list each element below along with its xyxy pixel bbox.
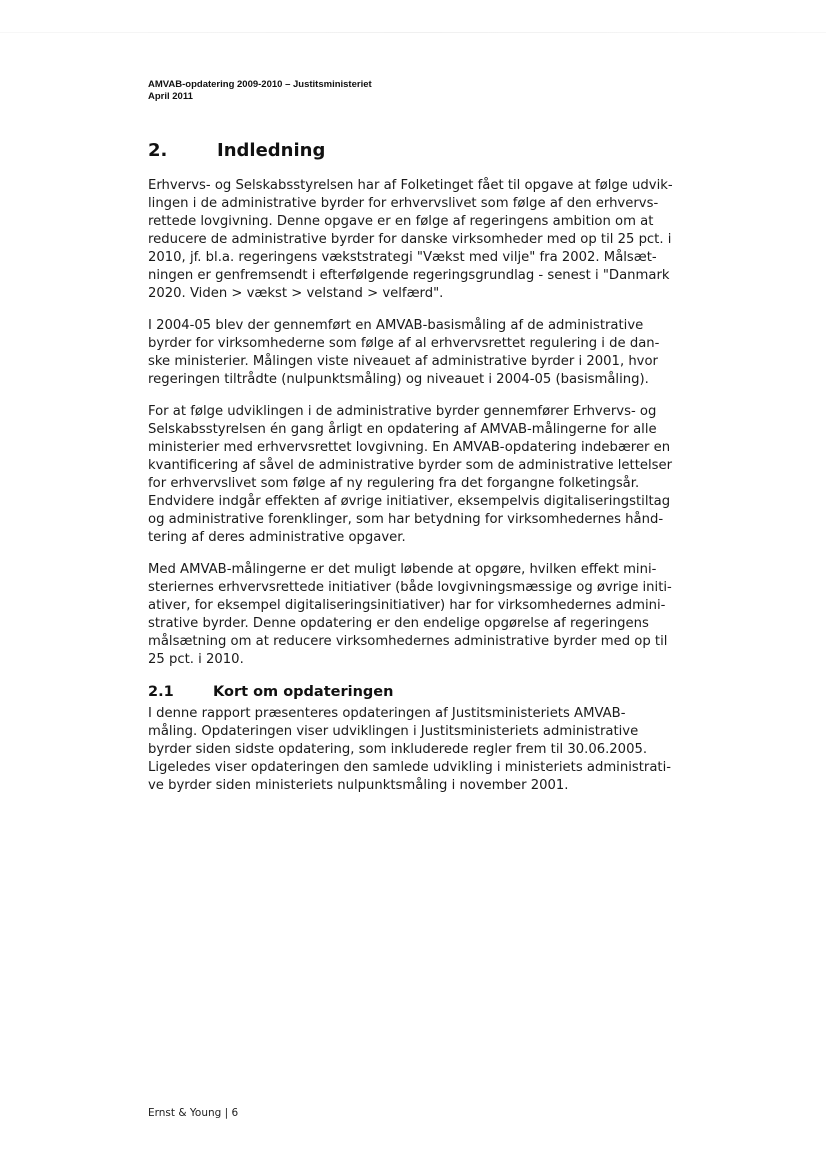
paragraph-line: steriernes erhvervsrettede initiativer (både lovgivningsmæssige og øvrige initi-: [148, 580, 672, 595]
paragraph-line: 2010, jf. bl.a. regeringens vækststrategi "Vækst med vilje" fra 2002. Målsæt-: [148, 250, 657, 265]
paragraph-line: målsætning om at reducere virksomhedernes administrative byrder med op til: [148, 634, 668, 649]
paragraph-line: Ligeledes viser opdateringen den samlede udvikling i ministeriets administrati-: [148, 760, 672, 775]
section-heading: [148, 139, 325, 163]
paragraph-5: [148, 705, 688, 795]
page-footer: Ernst & Young | 6: [148, 1107, 239, 1119]
paragraph-line: for erhvervslivet som følge af ny regulering fra det forgangne folketingsår.: [148, 476, 640, 491]
paragraph-line: 2020. Viden > vækst > velstand > velfærd".: [148, 286, 444, 301]
paragraph-line: ske ministerier. Målingen viste niveauet af administrative byrder i 2001, hvor: [148, 354, 658, 369]
paragraph-line: Selskabsstyrelsen én gang årligt en opdatering af AMVAB-målingerne for alle: [148, 422, 657, 437]
paragraph-line: For at følge udviklingen i de administrative byrder gennemfører Erhvervs- og: [148, 404, 657, 419]
paragraph-line: Endvidere indgår effekten af øvrige initiativer, eksempelvis digitaliseringstiltag: [148, 494, 671, 509]
paragraph-line: Erhvervs- og Selskabsstyrelsen har af Folketinget fået til opgave at følge udvik-: [148, 178, 673, 193]
paragraph-line: regeringen tiltrådte (nulpunktsmåling) og niveauet i 2004-05 (basismåling).: [148, 372, 649, 387]
paragraph-line: ministerier med erhvervsrettet lovgivning. En AMVAB-opdatering indebærer en: [148, 440, 671, 455]
paragraph-4: [148, 561, 688, 669]
paragraph-line: måling. Opdateringen viser udviklingen i Justitsministeriets administrative: [148, 724, 639, 739]
paragraph-line: kvantificering af såvel de administrative byrder som de administrative lettelser: [148, 458, 673, 473]
paragraph-3: [148, 403, 688, 547]
running-header: [148, 79, 372, 103]
section-title: Indledning: [217, 140, 326, 161]
paragraph-line: strative byrder. Denne opdatering er den endelige opgørelse af regeringens: [148, 616, 649, 631]
paragraph-line: tering af deres administrative opgaver.: [148, 530, 406, 545]
paragraph-line: reducere de administrative byrder for danske virksomheder med op til 25 pct. i: [148, 232, 672, 247]
paragraph-line: og administrative forenklinger, som har betydning for virksomhedernes hånd-: [148, 512, 664, 527]
paragraph-line: 25 pct. i 2010.: [148, 652, 244, 667]
subsection-title: Kort om opdateringen: [213, 684, 394, 700]
paragraph-line: ativer, for eksempel digitaliseringsinitiativer) har for virksomhedernes admini-: [148, 598, 666, 613]
paragraph-1: [148, 177, 688, 303]
subsection-number: 2.1: [148, 684, 174, 700]
paragraph-line: ningen er genfremsendt i efterfølgende regeringsgrundlag - senest i "Danmark: [148, 268, 670, 283]
section-number: 2.: [148, 140, 168, 161]
paragraph-line: ve byrder siden ministeriets nulpunktsmåling i november 2001.: [148, 778, 569, 793]
paragraph-2: [148, 317, 688, 389]
paragraph-line: I denne rapport præsenteres opdateringen af Justitsministeriets AMVAB-: [148, 706, 626, 721]
header-title: AMVAB-opdatering 2009-2010 – Justitsministeriet: [148, 79, 372, 90]
header-date: April 2011: [148, 91, 193, 102]
paragraph-line: rettede lovgivning. Denne opgave er en følge af regeringens ambition om at: [148, 214, 654, 229]
scan-artifact-line: [0, 32, 826, 33]
paragraph-line: I 2004-05 blev der gennemført en AMVAB-basismåling af de administrative: [148, 318, 644, 333]
paragraph-line: lingen i de administrative byrder for erhvervslivet som følge af den erhvervs-: [148, 196, 659, 211]
paragraph-line: Med AMVAB-målingerne er det muligt løbende at opgøre, hvilken effekt mini-: [148, 562, 657, 577]
paragraph-line: byrder siden sidste opdatering, som inkluderede regler frem til 30.06.2005.: [148, 742, 648, 757]
subsection-heading: [148, 682, 393, 702]
paragraph-line: byrder for virksomhederne som følge af al erhvervsrettet regulering i de dan-: [148, 336, 660, 351]
